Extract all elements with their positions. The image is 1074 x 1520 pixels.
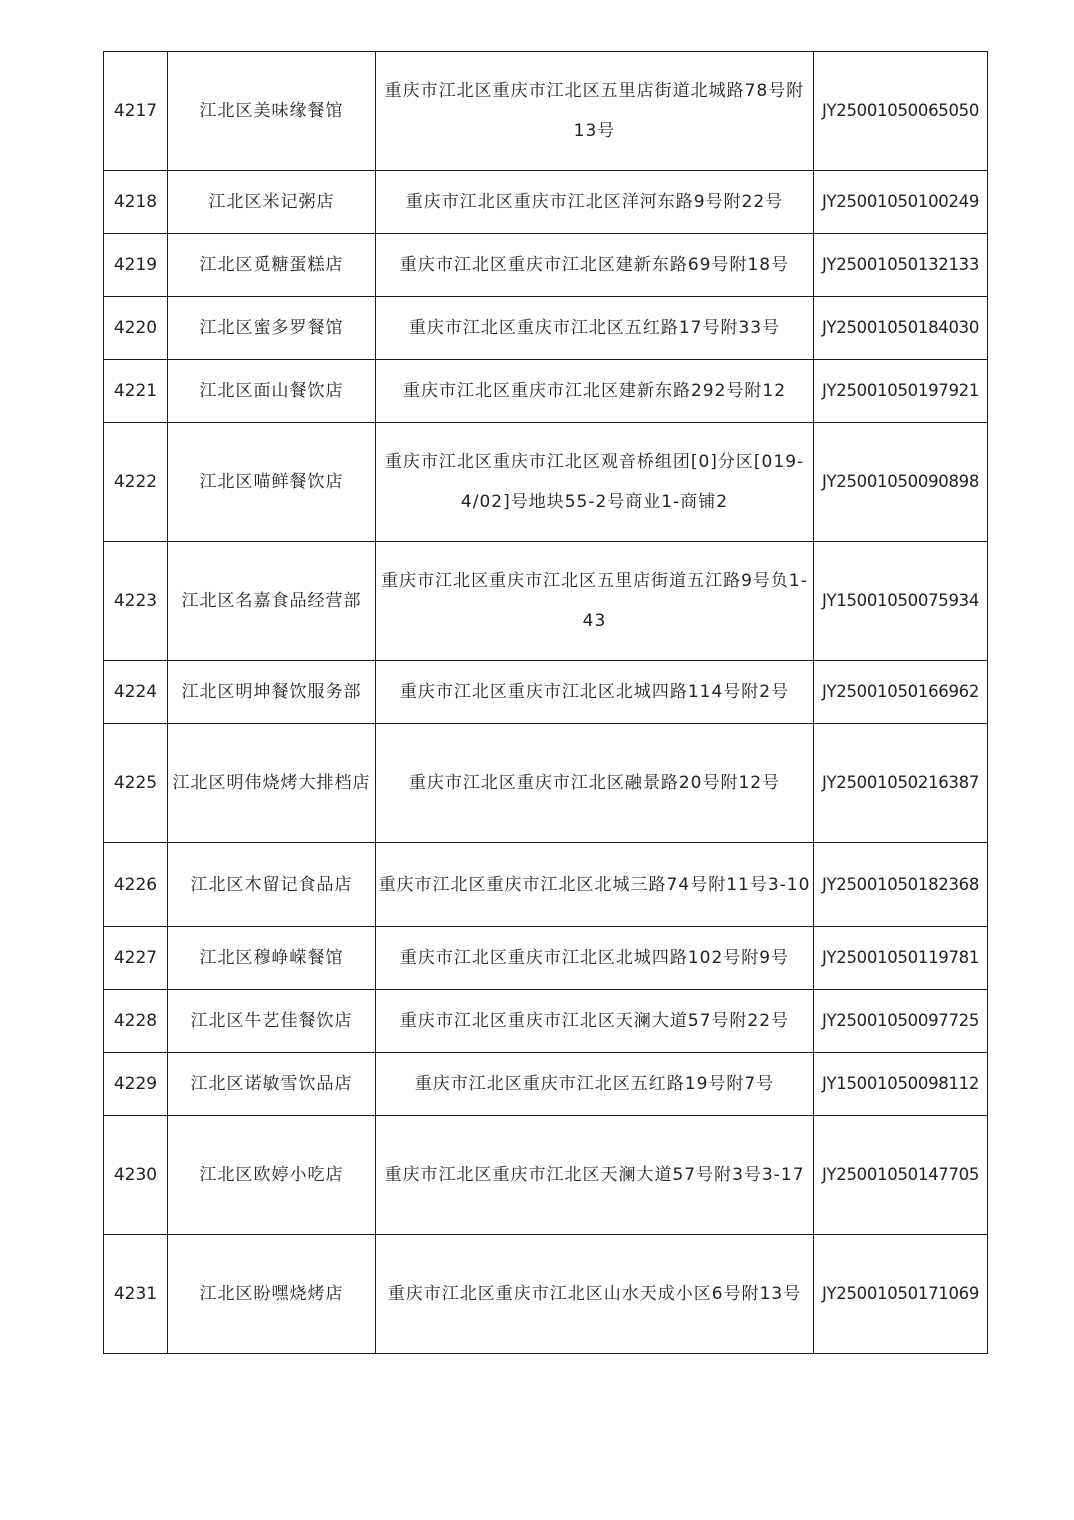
business-address: 重庆市江北区重庆市江北区五红路19号附7号 — [376, 1053, 814, 1116]
row-number: 4218 — [104, 171, 168, 234]
row-number: 4227 — [104, 927, 168, 990]
business-name: 江北区诺敏雪饮品店 — [168, 1053, 376, 1116]
table-row — [104, 843, 988, 927]
business-address: 重庆市江北区重庆市江北区建新东路292号附12 — [376, 360, 814, 423]
table-row — [104, 171, 988, 234]
business-address: 重庆市江北区重庆市江北区天澜大道57号附22号 — [376, 990, 814, 1053]
table-row — [104, 52, 988, 171]
business-address: 重庆市江北区重庆市江北区五红路17号附33号 — [376, 297, 814, 360]
table-row — [104, 724, 988, 843]
business-address: 重庆市江北区重庆市江北区洋河东路9号附22号 — [376, 171, 814, 234]
license-number: JY25001050184030 — [814, 297, 988, 360]
business-address: 重庆市江北区重庆市江北区北城四路114号附2号 — [376, 661, 814, 724]
license-number: JY25001050065050 — [814, 52, 988, 171]
business-address: 重庆市江北区重庆市江北区山水天成小区6号附13号 — [376, 1235, 814, 1354]
table-row — [104, 927, 988, 990]
business-name: 江北区喵鲜餐饮店 — [168, 423, 376, 542]
business-name: 江北区木留记食品店 — [168, 843, 376, 927]
business-address: 重庆市江北区重庆市江北区融景路20号附12号 — [376, 724, 814, 843]
business-name: 江北区蜜多罗餐馆 — [168, 297, 376, 360]
row-number: 4226 — [104, 843, 168, 927]
license-number: JY25001050132133 — [814, 234, 988, 297]
table-row — [104, 297, 988, 360]
row-number: 4230 — [104, 1116, 168, 1235]
table-row — [104, 360, 988, 423]
business-name: 江北区米记粥店 — [168, 171, 376, 234]
business-name: 江北区名嘉食品经营部 — [168, 542, 376, 661]
row-number: 4217 — [104, 52, 168, 171]
license-number: JY25001050100249 — [814, 171, 988, 234]
table-row — [104, 234, 988, 297]
business-name: 江北区美味缘餐馆 — [168, 52, 376, 171]
business-address: 重庆市江北区重庆市江北区北城三路74号附11号3-10 — [376, 843, 814, 927]
row-number: 4228 — [104, 990, 168, 1053]
license-number: JY25001050147705 — [814, 1116, 988, 1235]
table-row — [104, 423, 988, 542]
business-address: 重庆市江北区重庆市江北区五里店街道五江路9号负1-43 — [376, 542, 814, 661]
table-row — [104, 1053, 988, 1116]
license-number: JY25001050216387 — [814, 724, 988, 843]
business-address: 重庆市江北区重庆市江北区五里店街道北城路78号附13号 — [376, 52, 814, 171]
license-number: JY25001050090898 — [814, 423, 988, 542]
license-number: JY25001050197921 — [814, 360, 988, 423]
row-number: 4224 — [104, 661, 168, 724]
row-number: 4219 — [104, 234, 168, 297]
table-row — [104, 1235, 988, 1354]
row-number: 4221 — [104, 360, 168, 423]
business-name: 江北区面山餐饮店 — [168, 360, 376, 423]
business-name: 江北区牛艺佳餐饮店 — [168, 990, 376, 1053]
business-name: 江北区明坤餐饮服务部 — [168, 661, 376, 724]
business-name: 江北区穆峥嵘餐馆 — [168, 927, 376, 990]
business-name: 江北区欧婷小吃店 — [168, 1116, 376, 1235]
business-name: 江北区觅糖蛋糕店 — [168, 234, 376, 297]
row-number: 4229 — [104, 1053, 168, 1116]
table-row — [104, 990, 988, 1053]
table-row — [104, 542, 988, 661]
business-name: 江北区明伟烧烤大排档店 — [168, 724, 376, 843]
row-number: 4223 — [104, 542, 168, 661]
license-number: JY15001050098112 — [814, 1053, 988, 1116]
row-number: 4231 — [104, 1235, 168, 1354]
license-number: JY25001050097725 — [814, 990, 988, 1053]
table-row — [104, 661, 988, 724]
license-number: JY25001050171069 — [814, 1235, 988, 1354]
row-number: 4222 — [104, 423, 168, 542]
business-address: 重庆市江北区重庆市江北区观音桥组团[0]分区[019-4/02]号地块55-2号商业1-商铺2 — [376, 423, 814, 542]
row-number: 4225 — [104, 724, 168, 843]
license-number: JY15001050075934 — [814, 542, 988, 661]
license-number: JY25001050166962 — [814, 661, 988, 724]
business-address: 重庆市江北区重庆市江北区建新东路69号附18号 — [376, 234, 814, 297]
business-address: 重庆市江北区重庆市江北区天澜大道57号附3号3-17 — [376, 1116, 814, 1235]
business-name: 江北区盼嘿烧烤店 — [168, 1235, 376, 1354]
table-row — [104, 1116, 988, 1235]
records-table — [103, 51, 988, 1354]
business-address: 重庆市江北区重庆市江北区北城四路102号附9号 — [376, 927, 814, 990]
row-number: 4220 — [104, 297, 168, 360]
license-number: JY25001050119781 — [814, 927, 988, 990]
license-number: JY25001050182368 — [814, 843, 988, 927]
